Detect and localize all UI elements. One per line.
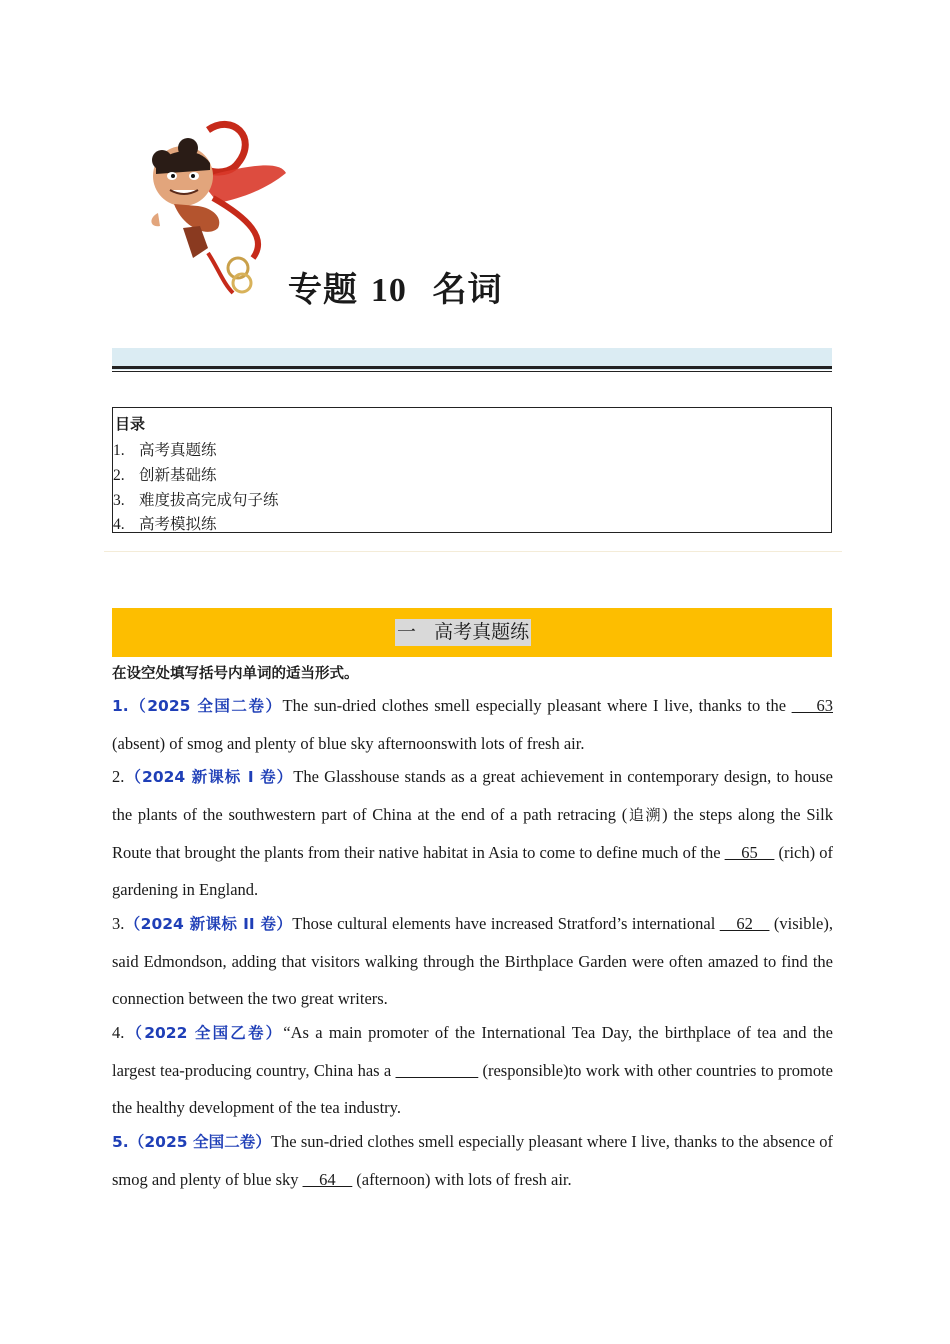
toc-item-label: 创新基础练 [139,466,217,484]
answer-blank[interactable]: __62__ [719,914,770,933]
question-3 [112,905,833,1017]
question-text-before: “As a main promoter of the International Tea Day, the birthplace of tea and the largest tea-producing country, China has a [112,1023,833,1080]
question-text-after: (rich) of gardening in England. [112,843,834,899]
toc-item[interactable] [113,463,217,485]
toc-item-label: 高考真题练 [139,441,217,459]
question-number: 5. [112,1133,129,1151]
title-topic: 名词 [432,270,503,310]
toc-heading: 目录 [115,415,146,433]
section-separator [104,551,842,552]
question-text-after: (afternoon) with lots of fresh air. [352,1170,572,1189]
header-divider-thin-line [112,371,832,372]
toc-item-number: 3. [113,492,125,509]
question-source-label: （2022 全国乙卷） [124,1024,284,1042]
question-5 [112,1123,833,1198]
section-header [112,608,832,657]
toc-item-number: 4. [113,516,125,533]
question-text-after: (visible), said Edmondson, adding that visitors walking through the Birthplace Garden were often amazed to find the connection between the two great writers. [112,914,833,1008]
question-text-before: The sun-dried clothes smell especially pleasant where I live, thanks to the [282,696,792,715]
section-title: 一 高考真题练 [395,619,531,646]
nezha-mascot-image [138,118,288,300]
question-text-before: Those cultural elements have increased Stratford’s international [292,914,720,933]
toc-item-number: 1. [113,442,125,459]
question-source-label: （2025 全国二卷） [128,697,283,715]
answer-blank[interactable]: __64__ [302,1170,353,1189]
toc-item-label: 难度拔高完成句子练 [139,491,279,509]
section-instruction: 在设空处填写括号内单词的适当形式。 [112,666,359,682]
toc-item[interactable] [113,512,217,534]
table-of-contents [112,407,832,533]
question-number: 2. [112,767,125,786]
question-text-after: (responsible)to work with other countries to promote the healthy development of the tea industry. [112,1061,833,1117]
question-text-before: The sun-dried clothes smell especially pleasant where I live, thanks to the absence of smog and plenty of blue sky [112,1132,833,1189]
question-source [112,1133,271,1151]
question-number: 1. [112,697,129,715]
question-4 [112,1014,833,1126]
question-source-label: （2024 新课标 II 卷） [124,915,293,933]
toc-item[interactable] [113,488,279,510]
question-number: 4. [112,1023,125,1042]
question-1 [112,687,833,762]
question-chinese-gloss: 追溯 [627,806,663,824]
toc-item-number: 2. [113,467,125,484]
answer-blank[interactable]: __65__ [724,843,775,862]
question-text-after: (absent) of smog and plenty of blue sky afternoonswith lots of fresh air. [112,734,585,753]
question-source [112,697,283,715]
question-number: 3. [112,914,125,933]
answer-blank[interactable]: __________ [395,1061,479,1080]
question-source-label: （2024 新课标 I 卷） [124,768,294,786]
question-text-before: The Glasshouse stands as a great achievement in contemporary design, to house the plants of the southwestern part of China at the end of a path retracing ( [112,767,833,824]
toc-item[interactable] [113,438,217,460]
header-divider-line [112,366,832,369]
title-prefix: 专题 [288,270,358,310]
question-text-middle: ) the steps along the Silk Route that brought the plants from their native habitat in Asia to come to define much of the [112,805,833,862]
title-number: 10 [370,272,407,309]
question-source-label: （2025 全国二卷） [128,1133,271,1151]
page-title [288,262,503,311]
toc-item-label: 高考模拟练 [139,515,217,533]
answer-blank[interactable]: ___63 [791,696,833,715]
question-2 [112,758,833,908]
